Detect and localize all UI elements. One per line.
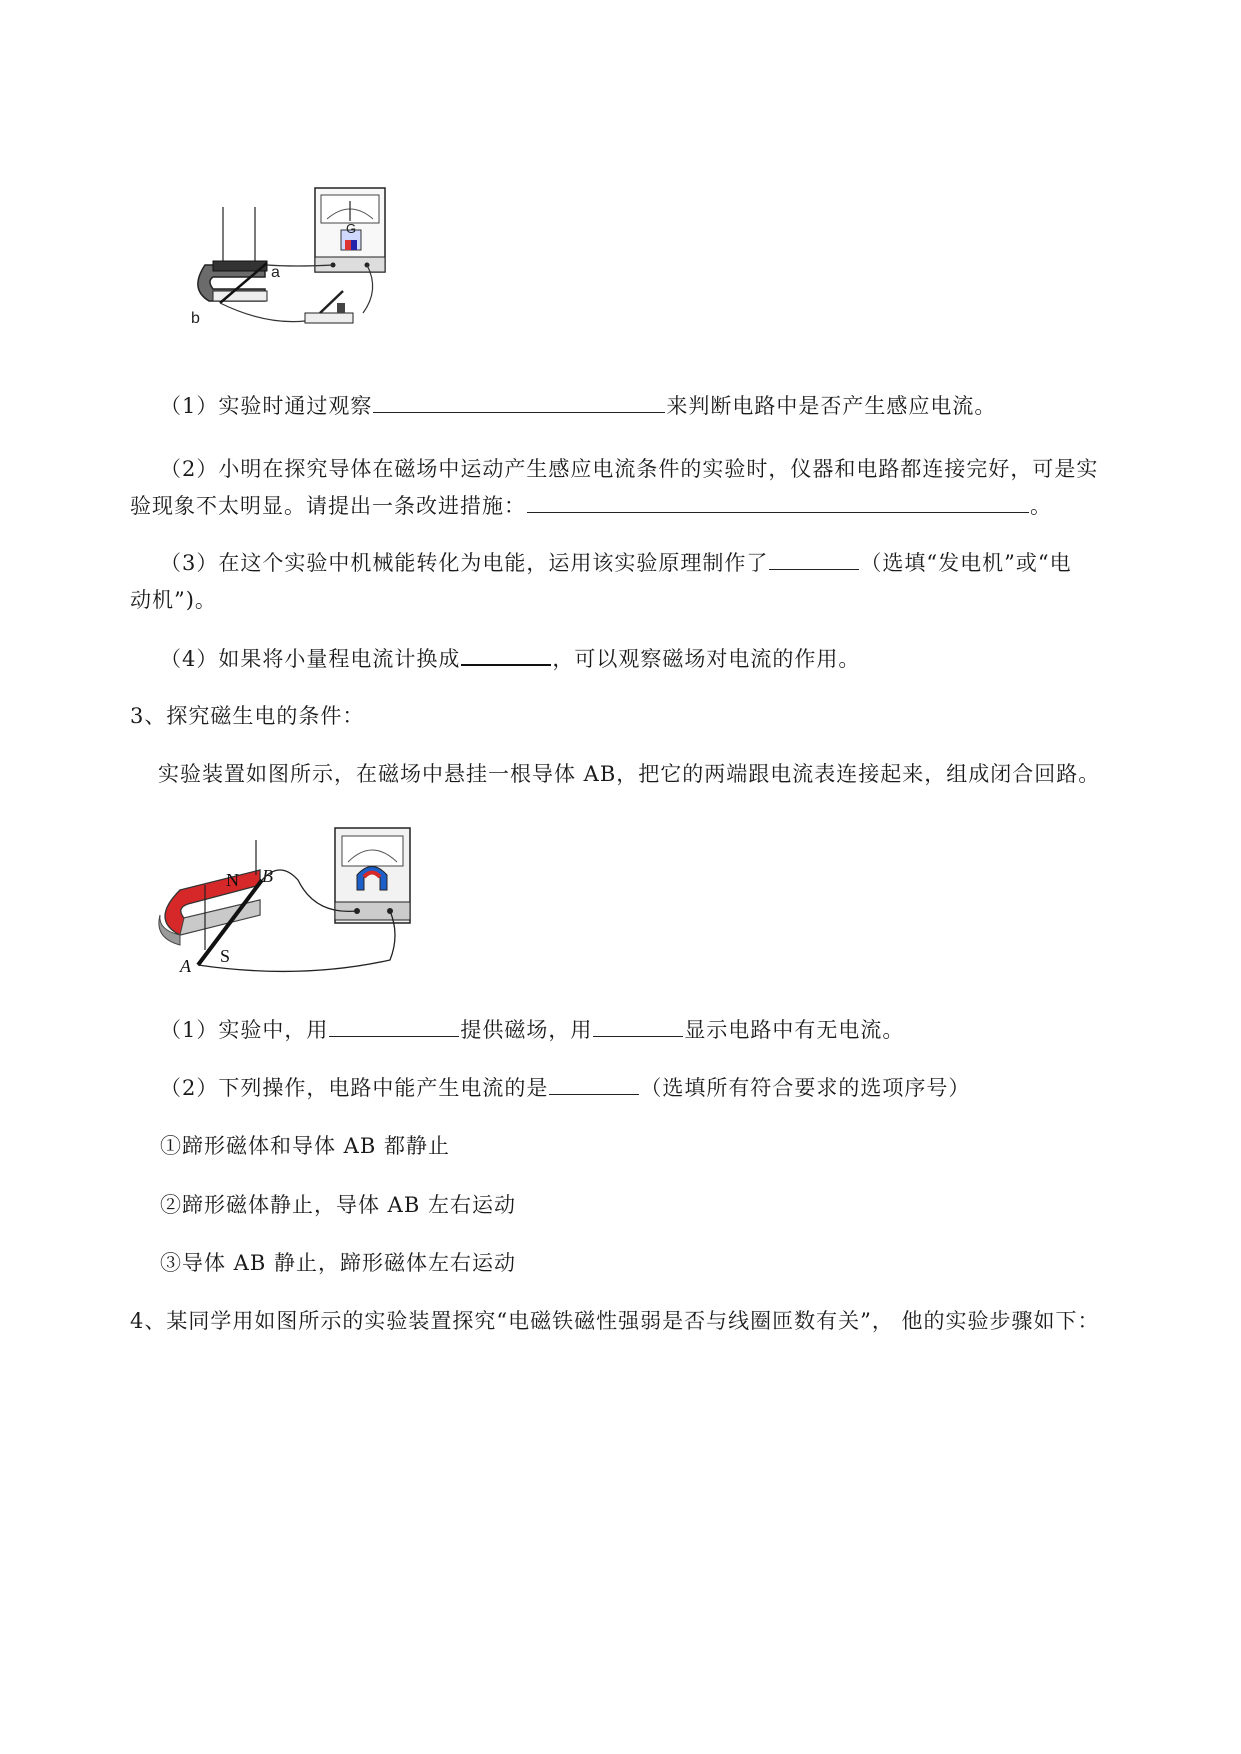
q3-option-2: ②蹄形磁体静止，导体 AB 左右运动	[160, 1193, 516, 1217]
answer-blank[interactable]	[769, 549, 859, 570]
q3-intro: 实验装置如图所示，在磁场中悬挂一根导体 AB，把它的两端跟电流表连接起来，组成闭合回路。	[158, 762, 1101, 786]
label-a: a	[271, 264, 280, 281]
q4-question: 4、某同学用如图所示的实验装置探究“电磁铁磁性强弱是否与线圈匝数有关”， 他的实验步骤如下：	[130, 1309, 1100, 1333]
q3-item-2: （2）下列操作，电路中能产生电流的是 （选填所有符合要求的选项序号）	[160, 1076, 971, 1100]
galvanometer-icon	[315, 188, 385, 272]
answer-blank[interactable]	[329, 1016, 459, 1037]
figure-2-induction-setup	[150, 820, 415, 980]
answer-blank[interactable]	[461, 644, 551, 666]
ammeter-icon	[335, 828, 410, 923]
q2-item-3-line-2: 动机”)。	[130, 588, 217, 612]
q3-option-1: ①蹄形磁体和导体 AB 都静止	[160, 1134, 450, 1158]
q2-item-1: （1）实验时通过观察 来判断电路中是否产生感应电流。	[160, 394, 997, 418]
switch-icon	[305, 291, 353, 323]
q2-item-4: （4）如果将小量程电流计换成 ，可以观察磁场对电流的作用。	[160, 644, 860, 673]
label-N: N	[226, 870, 239, 890]
label-A: A	[180, 956, 191, 976]
q2-item-2-line-2: 验现象不太明显。请提出一条改进措施： 。	[130, 494, 1052, 518]
label-S: S	[220, 946, 231, 966]
horseshoe-magnet-icon	[159, 870, 260, 945]
q3-option-3: ③导体 AB 静止，蹄形磁体左右运动	[160, 1251, 516, 1275]
figure-1-generator-circuit	[185, 185, 390, 330]
label-B: B	[262, 866, 273, 886]
q3-item-1: （1）实验中，用 提供磁场，用 显示电路中有无电流。	[160, 1018, 905, 1042]
horseshoe-magnet-icon	[198, 261, 267, 301]
meter-label: G	[346, 221, 357, 236]
answer-blank[interactable]	[373, 392, 665, 413]
label-b: b	[191, 310, 200, 327]
answer-blank[interactable]	[593, 1016, 683, 1037]
q3-heading: 3、探究磁生电的条件：	[130, 704, 365, 728]
q2-item-2-line-1: （2）小明在探究导体在磁场中运动产生感应电流条件的实验时，仪器和电路都连接完好，可是实	[160, 457, 1099, 481]
answer-blank[interactable]	[549, 1074, 639, 1095]
q2-item-3-line-1: （3）在这个实验中机械能转化为电能，运用该实验原理制作了 （选填“发电机”或“电	[160, 551, 1072, 575]
answer-blank[interactable]	[527, 492, 1029, 513]
